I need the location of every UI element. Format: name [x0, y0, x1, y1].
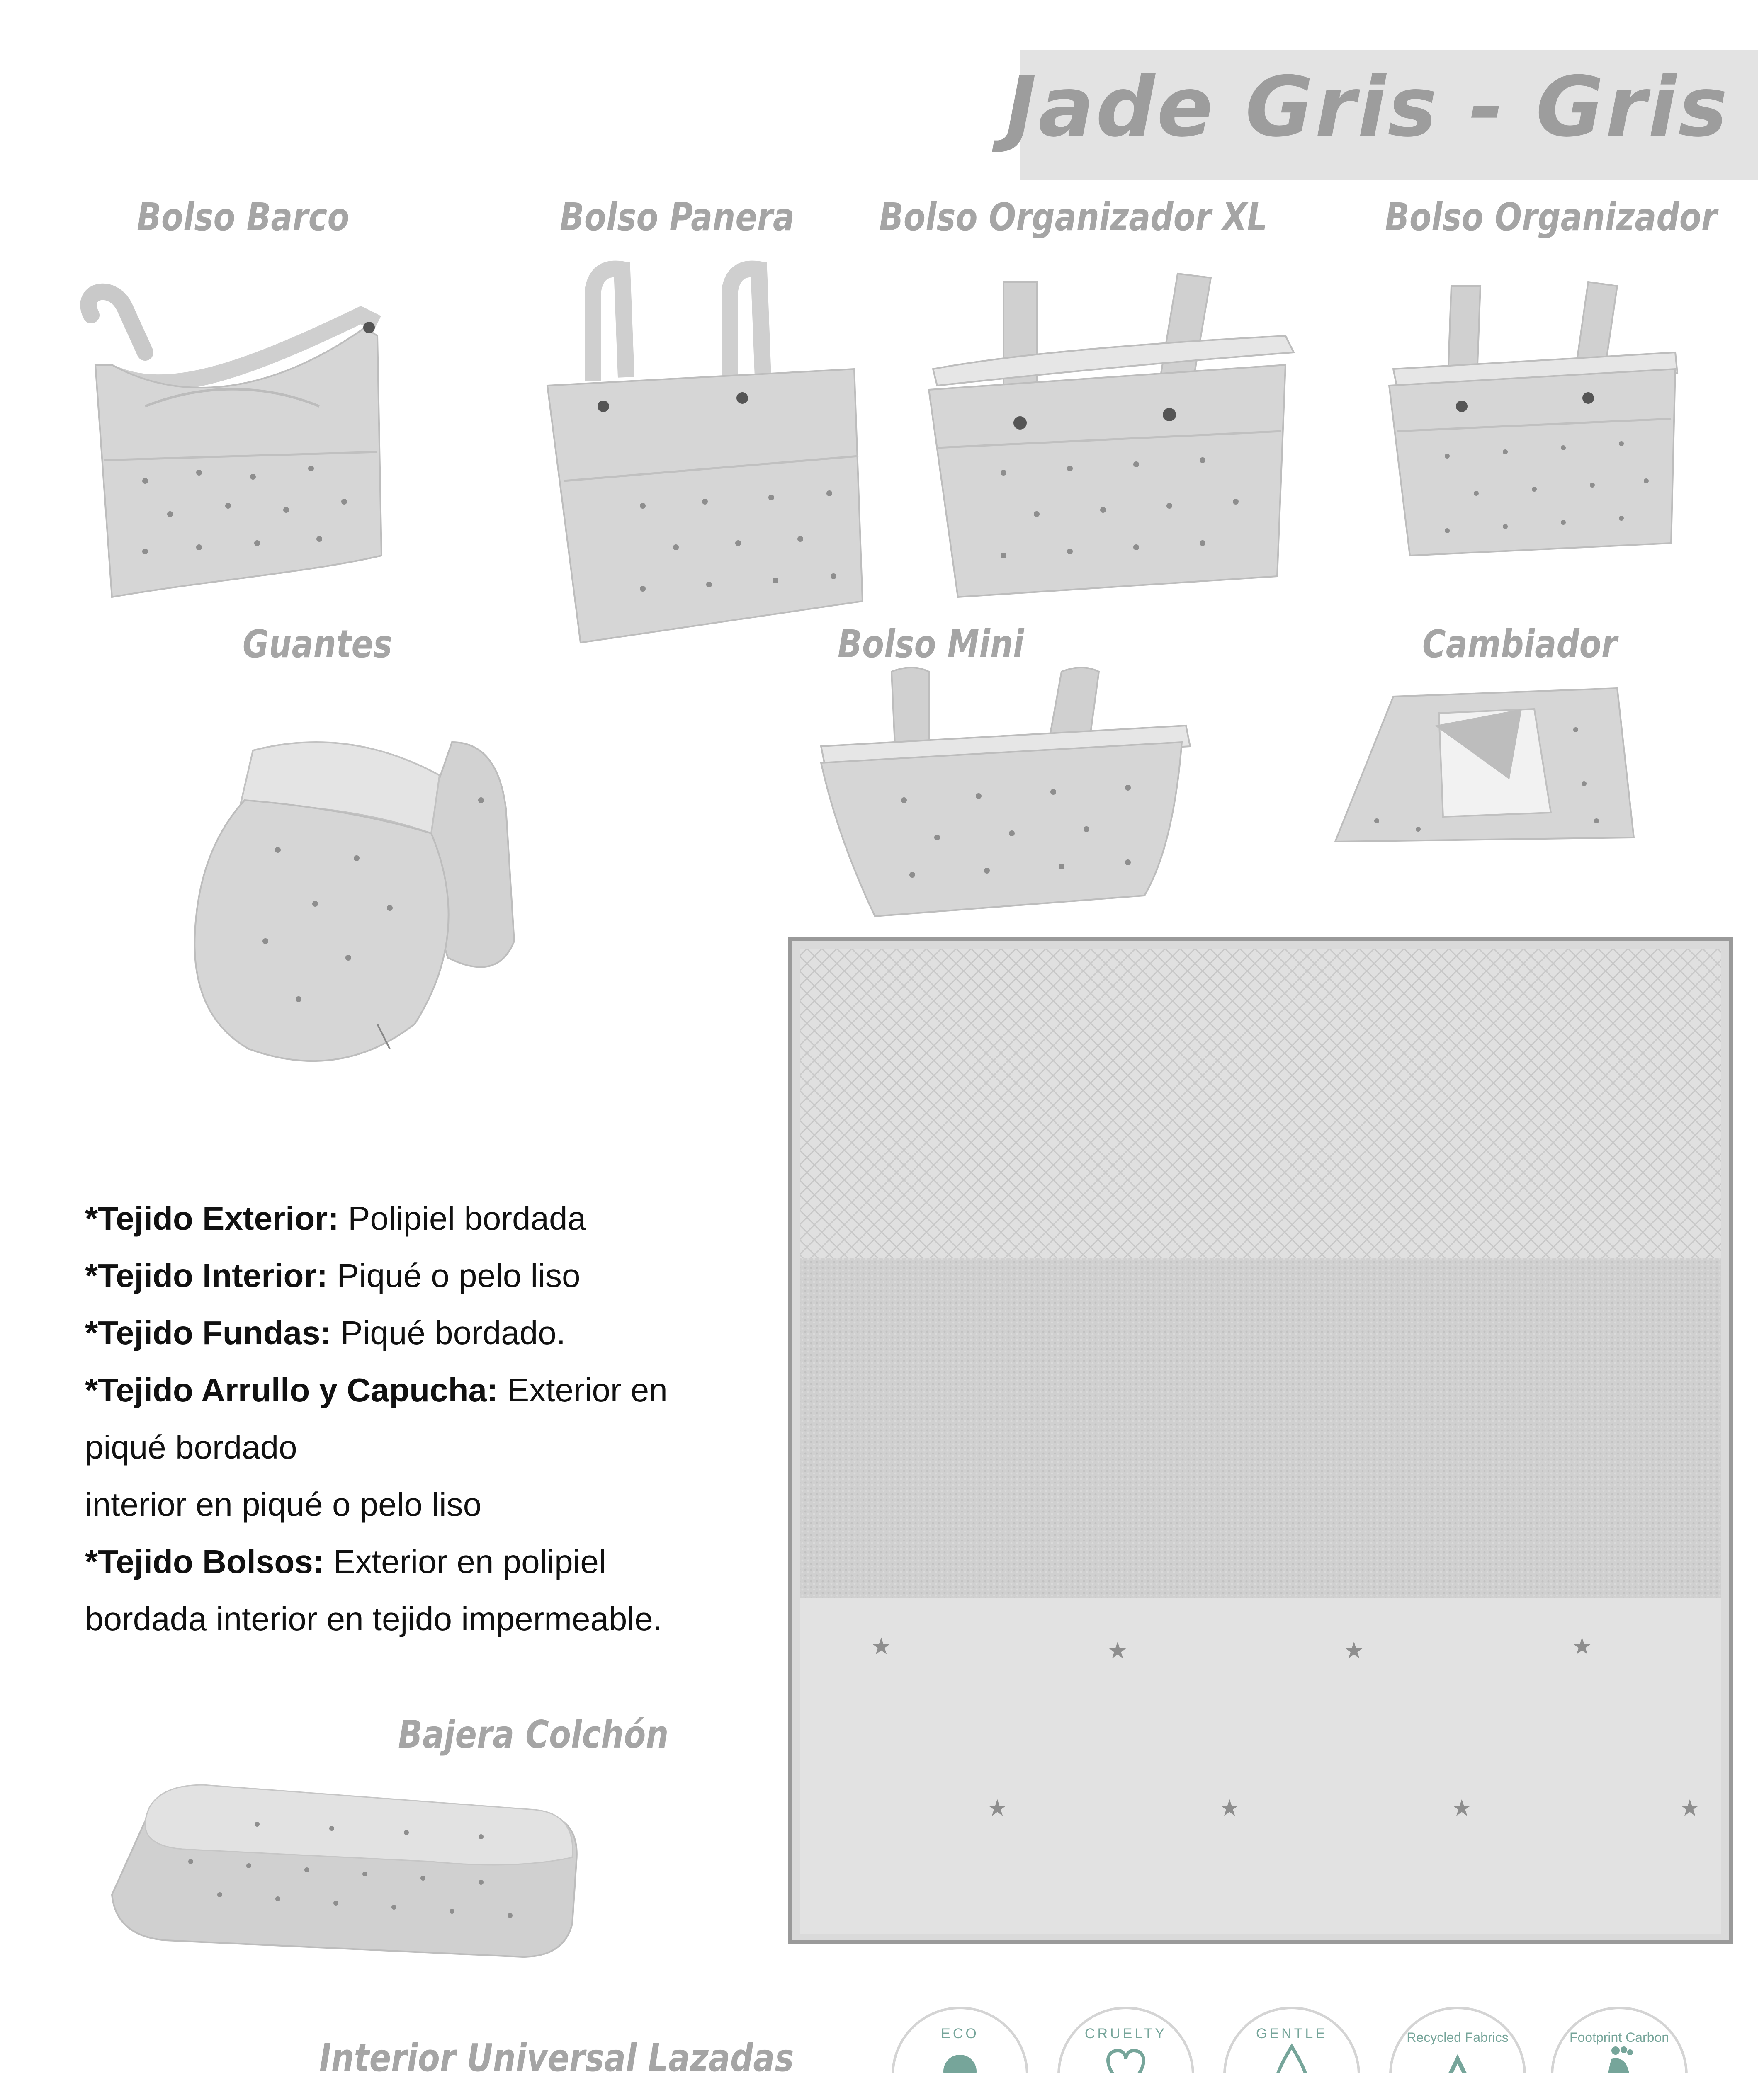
- page-title: Jade Gris - Gris: [1006, 59, 1729, 155]
- badge-text-top: Footprint Carbon: [1569, 2030, 1669, 2045]
- svg-text:★: ★: [1451, 1795, 1472, 1822]
- badge-text-top: Recycled Fabrics: [1407, 2030, 1509, 2045]
- title-banner: [1006, 50, 1758, 180]
- label-bajera-colchon: Bajera Colchón: [398, 1712, 669, 1757]
- spec-line: *Tejido Fundas: Piqué bordado.: [85, 1314, 566, 1351]
- label-bolso-barco: Bolso Barco: [137, 195, 350, 239]
- spec-line: bordada interior en tejido impermeable.: [85, 1600, 662, 1637]
- spec-line: *Tejido Exterior: Polipiel bordada: [85, 1200, 586, 1237]
- cruelty-free-badge: [1057, 2007, 1194, 2073]
- badge-text-top: GENTLE: [1256, 2026, 1328, 2041]
- svg-text:★: ★: [1679, 1795, 1701, 1822]
- label-interior-universal: Interior Universal Lazadas: [319, 2036, 794, 2073]
- fabric-swatch: [788, 937, 1733, 1944]
- label-guantes: Guantes: [243, 622, 392, 666]
- badge-text-top: CRUELTY: [1084, 2026, 1167, 2041]
- label-bolso-mini: Bolso Mini: [838, 622, 1024, 666]
- svg-text:★: ★: [1572, 1633, 1593, 1660]
- recycled-fabrics-badge: [1389, 2007, 1526, 2073]
- svg-text:★: ★: [987, 1795, 1008, 1822]
- bolso-organizador-xl-image: [921, 257, 1302, 605]
- label-bolso-panera: Bolso Panera: [560, 195, 795, 239]
- spec-line: interior en piqué o pelo liso: [85, 1486, 482, 1523]
- bolso-panera-image: [539, 257, 871, 647]
- label-bolso-organizador: Bolso Organizador: [1385, 195, 1717, 239]
- footprint-carbon-badge: [1551, 2007, 1688, 2073]
- svg-text:★: ★: [871, 1633, 892, 1660]
- gentle-on-skin-badge: [1223, 2007, 1360, 2073]
- bolso-barco-image: [62, 282, 394, 634]
- spec-line: *Tejido Arrullo y Capucha: Exterior en: [85, 1371, 668, 1408]
- label-bolso-organizador-xl: Bolso Organizador XL: [879, 195, 1268, 239]
- guantes-image: [182, 726, 539, 1078]
- fabric-specifications: [85, 1190, 769, 1648]
- cambiador-image: [1327, 680, 1642, 854]
- spec-line: piqué bordado: [85, 1429, 297, 1466]
- svg-text:★: ★: [1344, 1637, 1365, 1664]
- bolso-organizador-image: [1385, 274, 1684, 564]
- bolso-mini-image: [813, 663, 1203, 929]
- badge-text-top: ECO: [941, 2026, 979, 2041]
- spec-line: *Tejido Bolsos: Exterior en polipiel: [85, 1543, 606, 1580]
- svg-text:★: ★: [1219, 1795, 1240, 1822]
- bajera-colchon-image: [100, 1779, 589, 1969]
- spec-line: *Tejido Interior: Piqué o pelo liso: [85, 1257, 581, 1294]
- eco-friendly-badge: [892, 2007, 1028, 2073]
- label-cambiador: Cambiador: [1422, 622, 1617, 666]
- svg-text:★: ★: [1107, 1637, 1128, 1664]
